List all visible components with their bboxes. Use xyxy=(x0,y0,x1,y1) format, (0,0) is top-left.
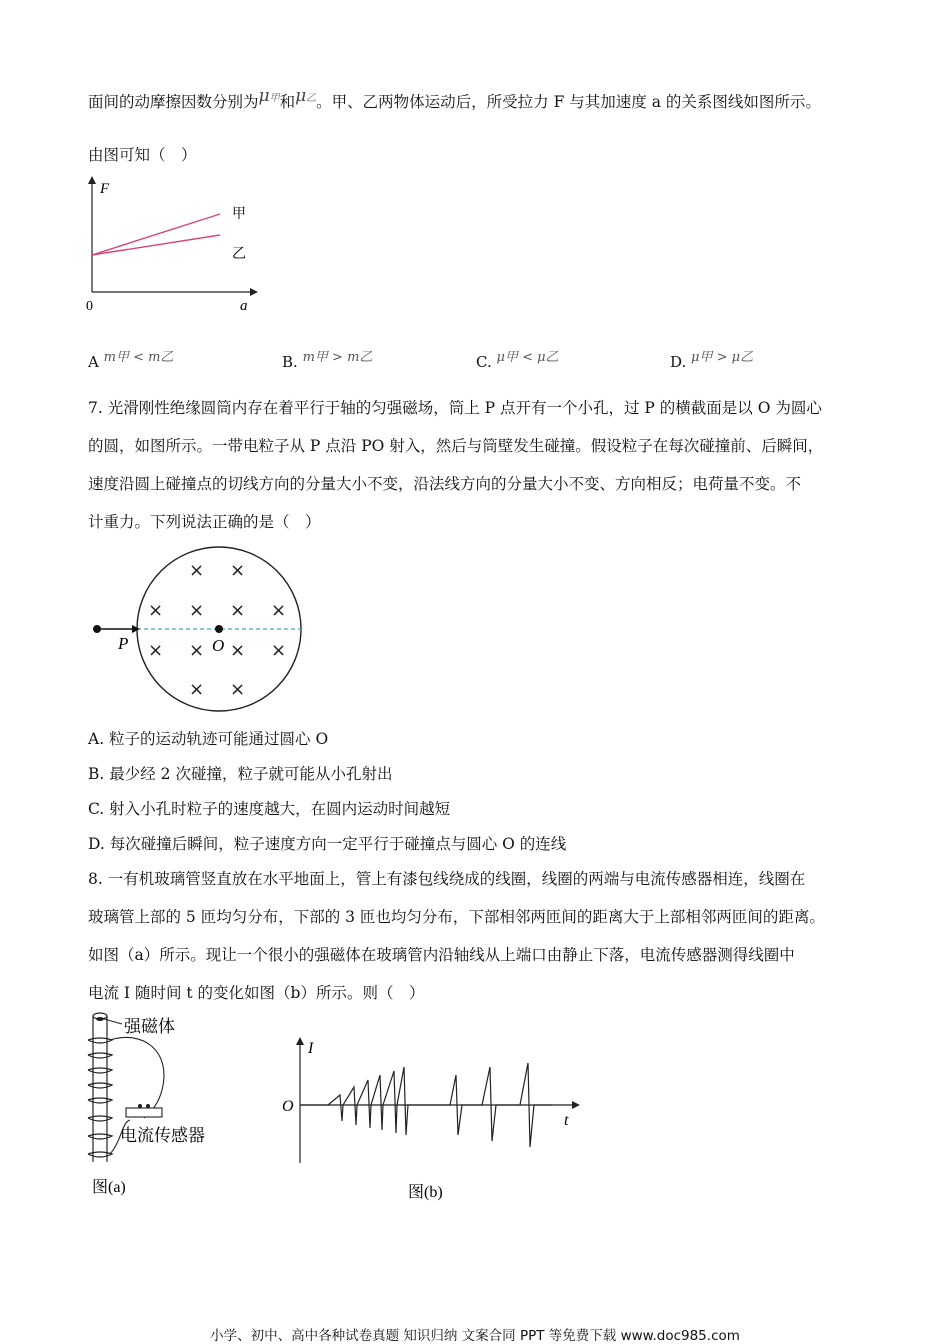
q6-text-line-2: 由图可知（ ） xyxy=(88,146,197,164)
mu-yi-symbol: μ乙 xyxy=(295,86,317,106)
cross-mark: × xyxy=(189,560,205,581)
y-axis-label-I: I xyxy=(308,1040,314,1057)
magnet-label: 强磁体 xyxy=(124,1017,175,1037)
q6-text-line-1: 面间的动摩擦因数分别为μ甲和μ乙。甲、乙两物体运动后，所受拉力 F 与其加速度 a 的关系图线如图所示。 xyxy=(88,86,821,111)
coil-turns xyxy=(88,1038,112,1157)
magnet xyxy=(96,1017,104,1021)
cross-mark: × xyxy=(271,600,287,621)
figure-b-current-graph xyxy=(282,1035,582,1235)
q8-text-line-3: 如图（a）所示。现让一个很小的强磁体在玻璃管内沿轴线从上端口由静止下落，电流传感器测得线圈中 xyxy=(88,946,795,964)
label-O: O xyxy=(212,636,225,655)
line-yi xyxy=(92,235,220,255)
cross-mark: × xyxy=(189,679,205,700)
label-jia: 甲 xyxy=(232,206,246,222)
x-axis-label-a: a xyxy=(240,298,248,314)
f-a-graph xyxy=(82,172,262,312)
q6-option-d[interactable]: D. μ甲 > μ乙 xyxy=(670,350,754,371)
cross-mark: × xyxy=(230,560,246,581)
page-footer: 小学、初中、高中各种试卷真题 知识归纳 文案合同 PPT 等免费下载 www.doc985.com xyxy=(210,1328,740,1344)
label-P: P xyxy=(118,634,129,653)
origin-label: 0 xyxy=(86,299,93,314)
cross-mark: × xyxy=(189,640,205,661)
cross-mark: × xyxy=(189,600,205,621)
q8-text-line-2: 玻璃管上部的 5 匝均匀分布，下部的 3 匝也均匀分布，下部相邻两匝间的距离大于上部相邻两匝间的距离。 xyxy=(88,908,825,926)
q7-text-line-2: 的圆，如图所示。一带电粒子从 P 点沿 PO 射入，然后与筒壁发生碰撞。假设粒子在每次碰撞前、后瞬间， xyxy=(88,437,824,455)
lead-wire-top xyxy=(110,1037,164,1118)
q8-text-line-1: 8. 一有机玻璃管竖直放在水平地面上，管上有漆包线绕成的线圈，线圈的两端与电流传感器相连，线圈在 xyxy=(88,870,806,888)
q7-option-a[interactable]: A. 粒子的运动轨迹可能通过圆心 O xyxy=(88,730,329,748)
magnetic-field-figure xyxy=(88,545,318,715)
current-sensor-device xyxy=(126,1108,162,1117)
q6-option-a[interactable]: A m甲 < m乙 xyxy=(88,350,174,371)
cross-mark: × xyxy=(230,679,246,700)
cross-mark: × xyxy=(271,640,287,661)
figure-a-tube-coil xyxy=(82,1010,252,1200)
q7-text-line-4: 计重力。下列说法正确的是（ ） xyxy=(88,513,321,531)
q6-option-b[interactable]: B. m甲 > m乙 xyxy=(282,350,373,371)
origin-label-O: O xyxy=(282,1098,294,1115)
q7-text-line-1: 7. 光滑刚性绝缘圆筒内存在着平行于轴的匀强磁场，筒上 P 点开有一个小孔，过 P 的横截面是以 O 为圆心 xyxy=(88,399,822,417)
x-axis-label-t: t xyxy=(564,1112,569,1129)
q7-option-c[interactable]: C. 射入小孔时粒子的速度越大，在圆内运动时间越短 xyxy=(88,800,451,818)
sensor-label: 电流传感器 xyxy=(120,1126,205,1146)
cross-mark: × xyxy=(230,640,246,661)
q7-text-line-3: 速度沿圆上碰撞点的切线方向的分量大小不变，沿法线方向的分量大小不变、方向相反；电荷量不变。不 xyxy=(88,475,802,493)
q7-option-d[interactable]: D. 每次碰撞后瞬间，粒子速度方向一定平行于碰撞点与圆心 O 的连线 xyxy=(88,835,567,853)
cross-mark: × xyxy=(230,600,246,621)
cross-mark: × xyxy=(148,600,164,621)
q6-option-c[interactable]: C. μ甲 < μ乙 xyxy=(476,350,559,371)
q8-text-line-4: 电流 I 随时间 t 的变化如图（b）所示。则（ ） xyxy=(88,984,425,1002)
center-dot xyxy=(215,625,223,633)
y-axis-label-F: F xyxy=(100,181,110,197)
mu-jia-symbol: μ甲 xyxy=(258,86,280,106)
figure-b-caption: 图(b) xyxy=(408,1184,443,1201)
line-jia xyxy=(92,214,220,255)
figure-a-caption: 图(a) xyxy=(92,1179,126,1196)
q7-option-b[interactable]: B. 最少经 2 次碰撞，粒子就可能从小孔射出 xyxy=(88,765,393,783)
label-yi: 乙 xyxy=(232,246,246,262)
cross-mark: × xyxy=(148,640,164,661)
